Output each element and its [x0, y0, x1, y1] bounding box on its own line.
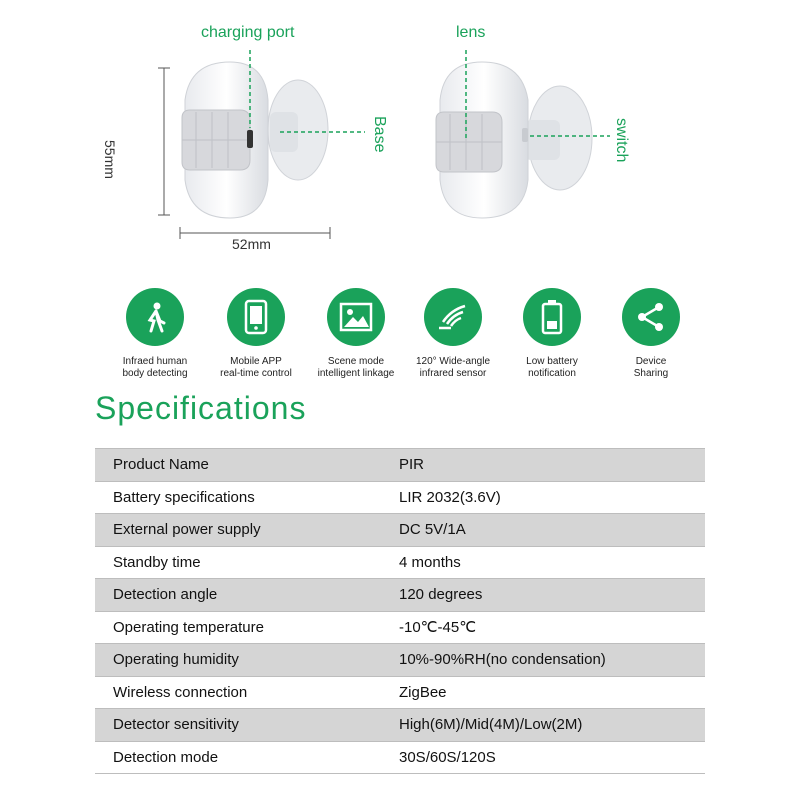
switch-label: switch — [613, 118, 630, 163]
table-row — [95, 579, 705, 612]
table-row — [95, 611, 705, 644]
spec-key: Operating humidity — [95, 644, 381, 677]
feature-caption: Infraed human body detecting — [122, 356, 188, 379]
picture-icon — [327, 288, 385, 346]
specifications-table — [95, 448, 705, 774]
battery-icon — [523, 288, 581, 346]
table-row — [95, 481, 705, 514]
table-row — [95, 741, 705, 774]
spec-key: External power supply — [95, 514, 381, 547]
feature-caption: Low battery notification — [526, 356, 578, 379]
spec-key: Standby time — [95, 546, 381, 579]
charging-port-label: charging port — [201, 24, 295, 41]
height-dimension-label: 55mm — [102, 140, 118, 179]
lens-label: lens — [456, 24, 486, 41]
table-row — [95, 514, 705, 547]
spec-value: 120 degrees — [381, 579, 705, 612]
spec-key: Detection mode — [95, 741, 381, 774]
spec-value: 4 months — [381, 546, 705, 579]
spec-key: Product Name — [95, 449, 381, 482]
spec-key: Detector sensitivity — [95, 709, 381, 742]
spec-value: -10℃-45℃ — [381, 611, 705, 644]
feature-caption: 120° Wide-angle infrared sensor — [415, 356, 491, 379]
share-icon — [622, 288, 680, 346]
spec-value: DC 5V/1A — [381, 514, 705, 547]
feature-caption: Device Sharing — [633, 356, 669, 379]
table-row — [95, 449, 705, 482]
person-walking-icon — [126, 288, 184, 346]
width-dimension-label: 52mm — [232, 236, 271, 252]
base-label: Base — [371, 116, 388, 153]
spec-value: 10%-90%RH(no condensation) — [381, 644, 705, 677]
radar-sensor-icon — [424, 288, 482, 346]
spec-value: LIR 2032(3.6V) — [381, 481, 705, 514]
spec-key: Detection angle — [95, 579, 381, 612]
sensor-front-side-illustration — [130, 40, 380, 250]
spec-value: PIR — [381, 449, 705, 482]
spec-value: ZigBee — [381, 676, 705, 709]
spec-key: Wireless connection — [95, 676, 381, 709]
spec-value: 30S/60S/120S — [381, 741, 705, 774]
feature-caption: Scene mode intelligent linkage — [317, 356, 395, 379]
spec-value: High(6M)/Mid(4M)/Low(2M) — [381, 709, 705, 742]
table-row — [95, 676, 705, 709]
table-row — [95, 709, 705, 742]
spec-key: Battery specifications — [95, 481, 381, 514]
feature-caption: Mobile APP real-time control — [220, 356, 292, 379]
table-row — [95, 546, 705, 579]
feature-device-sharing — [591, 288, 711, 380]
specifications-title: Specifications — [95, 390, 307, 426]
smartphone-icon — [227, 288, 285, 346]
table-row — [95, 644, 705, 677]
height-dimension-line — [158, 68, 170, 215]
spec-key: Operating temperature — [95, 611, 381, 644]
